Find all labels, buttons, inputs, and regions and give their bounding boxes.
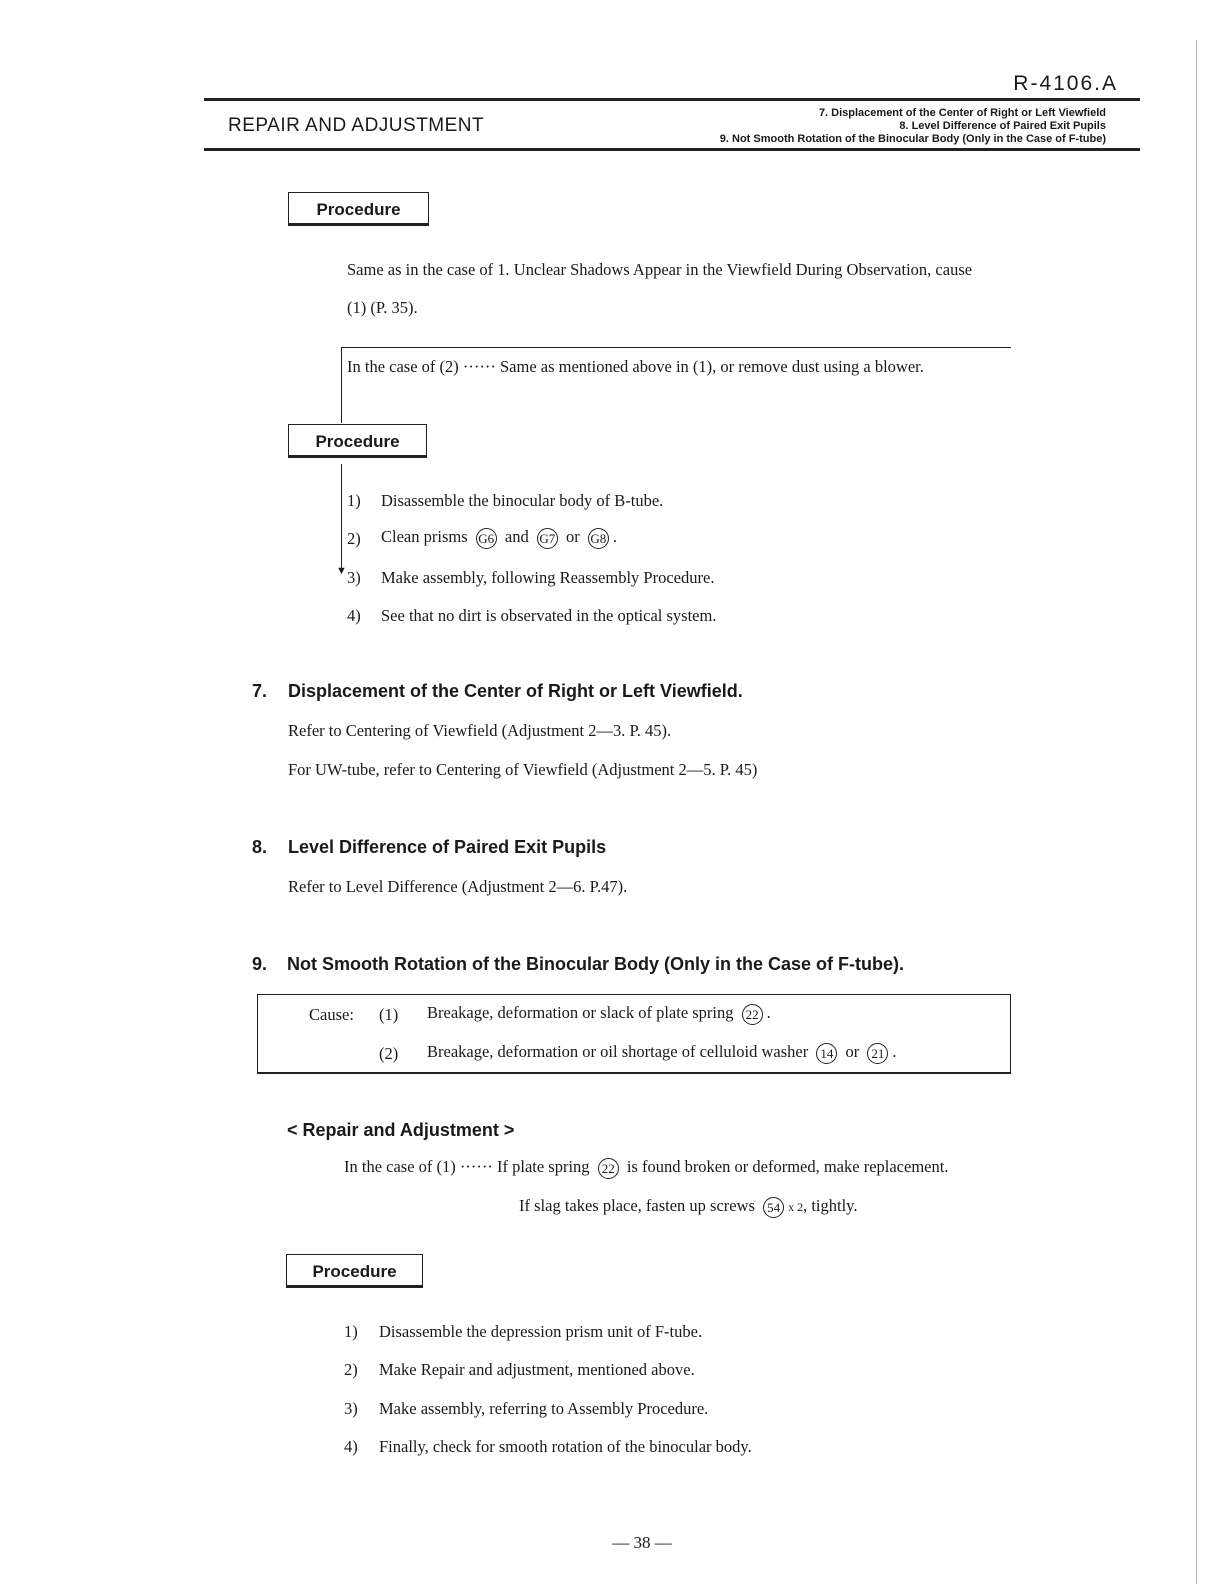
repair-heading: < Repair and Adjustment > [287,1120,515,1140]
part-ref-14: 14 [816,1043,837,1064]
step-text: Make assembly, referring to Assembly Procedure. [379,1399,709,1418]
step-text: Finally, check for smooth rotation of the binocular body. [379,1437,752,1456]
header-rule-top [204,98,1140,101]
header-topic: 8. Level Difference of Paired Exit Pupils [899,120,1106,132]
section-heading: Level Difference of Paired Exit Pupils [288,837,607,857]
cause-text-part: Breakage, deformation or oil shortage of celluloid washer [427,1042,809,1061]
header-topics [720,107,1106,146]
procedure-text: Same as in the case of 1. Unclear Shadows Appear in the Viewfield During Observation, cause [347,260,973,279]
step-text: Make Repair and adjustment, mentioned above. [379,1360,695,1379]
section-number: 9. [252,954,268,974]
section-text: For UW-tube, refer to Centering of Viewfield (Adjustment 2—5. P. 45) [288,760,758,779]
cause-text-part: . [766,1003,771,1022]
header-rule-bottom [204,148,1140,151]
section-text: Refer to Centering of Viewfield (Adjustment 2—3. P. 45). [288,721,672,740]
cause-number: (2) [379,1044,399,1063]
part-ref-g7: G7 [537,528,558,549]
procedure-box: Procedure [288,424,427,458]
step-text-part: . [612,527,617,546]
case-bracket-top [341,347,1011,348]
step-text-part: and [504,527,529,546]
part-ref-g8: G8 [588,528,609,549]
document-code: R-4106.A [1013,72,1118,95]
cause-text-part: Breakage, deformation or slack of plate spring [427,1003,734,1022]
step-text: Disassemble the depression prism unit of F-tube. [379,1322,703,1341]
step-number: 4) [344,1437,358,1456]
cause-text [427,1003,771,1025]
repair-text-part: , tightly. [803,1196,858,1215]
repair-text-part: If slag takes place, fasten up screws [519,1196,755,1215]
part-ref-21: 21 [867,1043,888,1064]
repair-text-part: is found broken or deformed, make replacement. [626,1157,949,1176]
page-number: — 38 — [612,1533,672,1552]
page-edge [1196,40,1197,1584]
flow-arrow-line [341,464,342,572]
procedure-box: Procedure [288,192,429,226]
step-number: 3) [347,568,361,587]
step-number: 3) [344,1399,358,1418]
section-heading: Not Smooth Rotation of the Binocular Body (Only in the Case of F-tube). [287,954,904,974]
step-number: 4) [347,606,361,625]
cause-text-part: or [845,1042,860,1061]
part-ref-22: 22 [742,1004,763,1025]
cause-label: Cause: [309,1005,354,1024]
repair-text-part: x 2 [788,1200,804,1214]
case-text: In the case of (2) ······ Same as mentioned above in (1), or remove dust using a blower. [347,357,924,376]
cause-text [427,1042,896,1064]
part-ref-54: 54 [763,1197,784,1218]
section-title: REPAIR AND ADJUSTMENT [228,115,485,136]
repair-text-part: In the case of (1) ······ If plate spring [344,1157,590,1176]
part-ref-g6: G6 [476,528,497,549]
section-number: 8. [252,837,268,857]
step-number: 1) [344,1322,358,1341]
section-heading: Displacement of the Center of Right or Left Viewfield. [288,681,743,701]
cause-number: (1) [379,1005,399,1024]
cause-text-part: . [892,1042,897,1061]
procedure-box: Procedure [286,1254,423,1288]
section-number: 7. [252,681,268,701]
header-topic: 9. Not Smooth Rotation of the Binocular Body (Only in the Case of F-tube) [719,133,1106,145]
step-number: 2) [347,529,361,548]
step-text-part: or [565,527,580,546]
step-text: Make assembly, following Reassembly Procedure. [381,568,715,587]
section-text: Refer to Level Difference (Adjustment 2—6. P.47). [288,877,628,896]
case-bracket-left [341,347,342,423]
step-text: Disassemble the binocular body of B-tube. [381,491,664,510]
step-number: 2) [344,1360,358,1379]
repair-text [344,1157,948,1179]
part-ref-22: 22 [598,1158,619,1179]
header-topic: 7. Displacement of the Center of Right or Left Viewfield [818,107,1106,119]
step-text [381,527,617,549]
repair-text [519,1196,857,1218]
step-text-part: Clean prisms [381,527,468,546]
procedure-text: (1) (P. 35). [347,298,418,317]
step-number: 1) [347,491,361,510]
flow-arrow-head-icon: ▼ [336,565,347,577]
step-text: See that no dirt is observated in the optical system. [381,606,717,625]
